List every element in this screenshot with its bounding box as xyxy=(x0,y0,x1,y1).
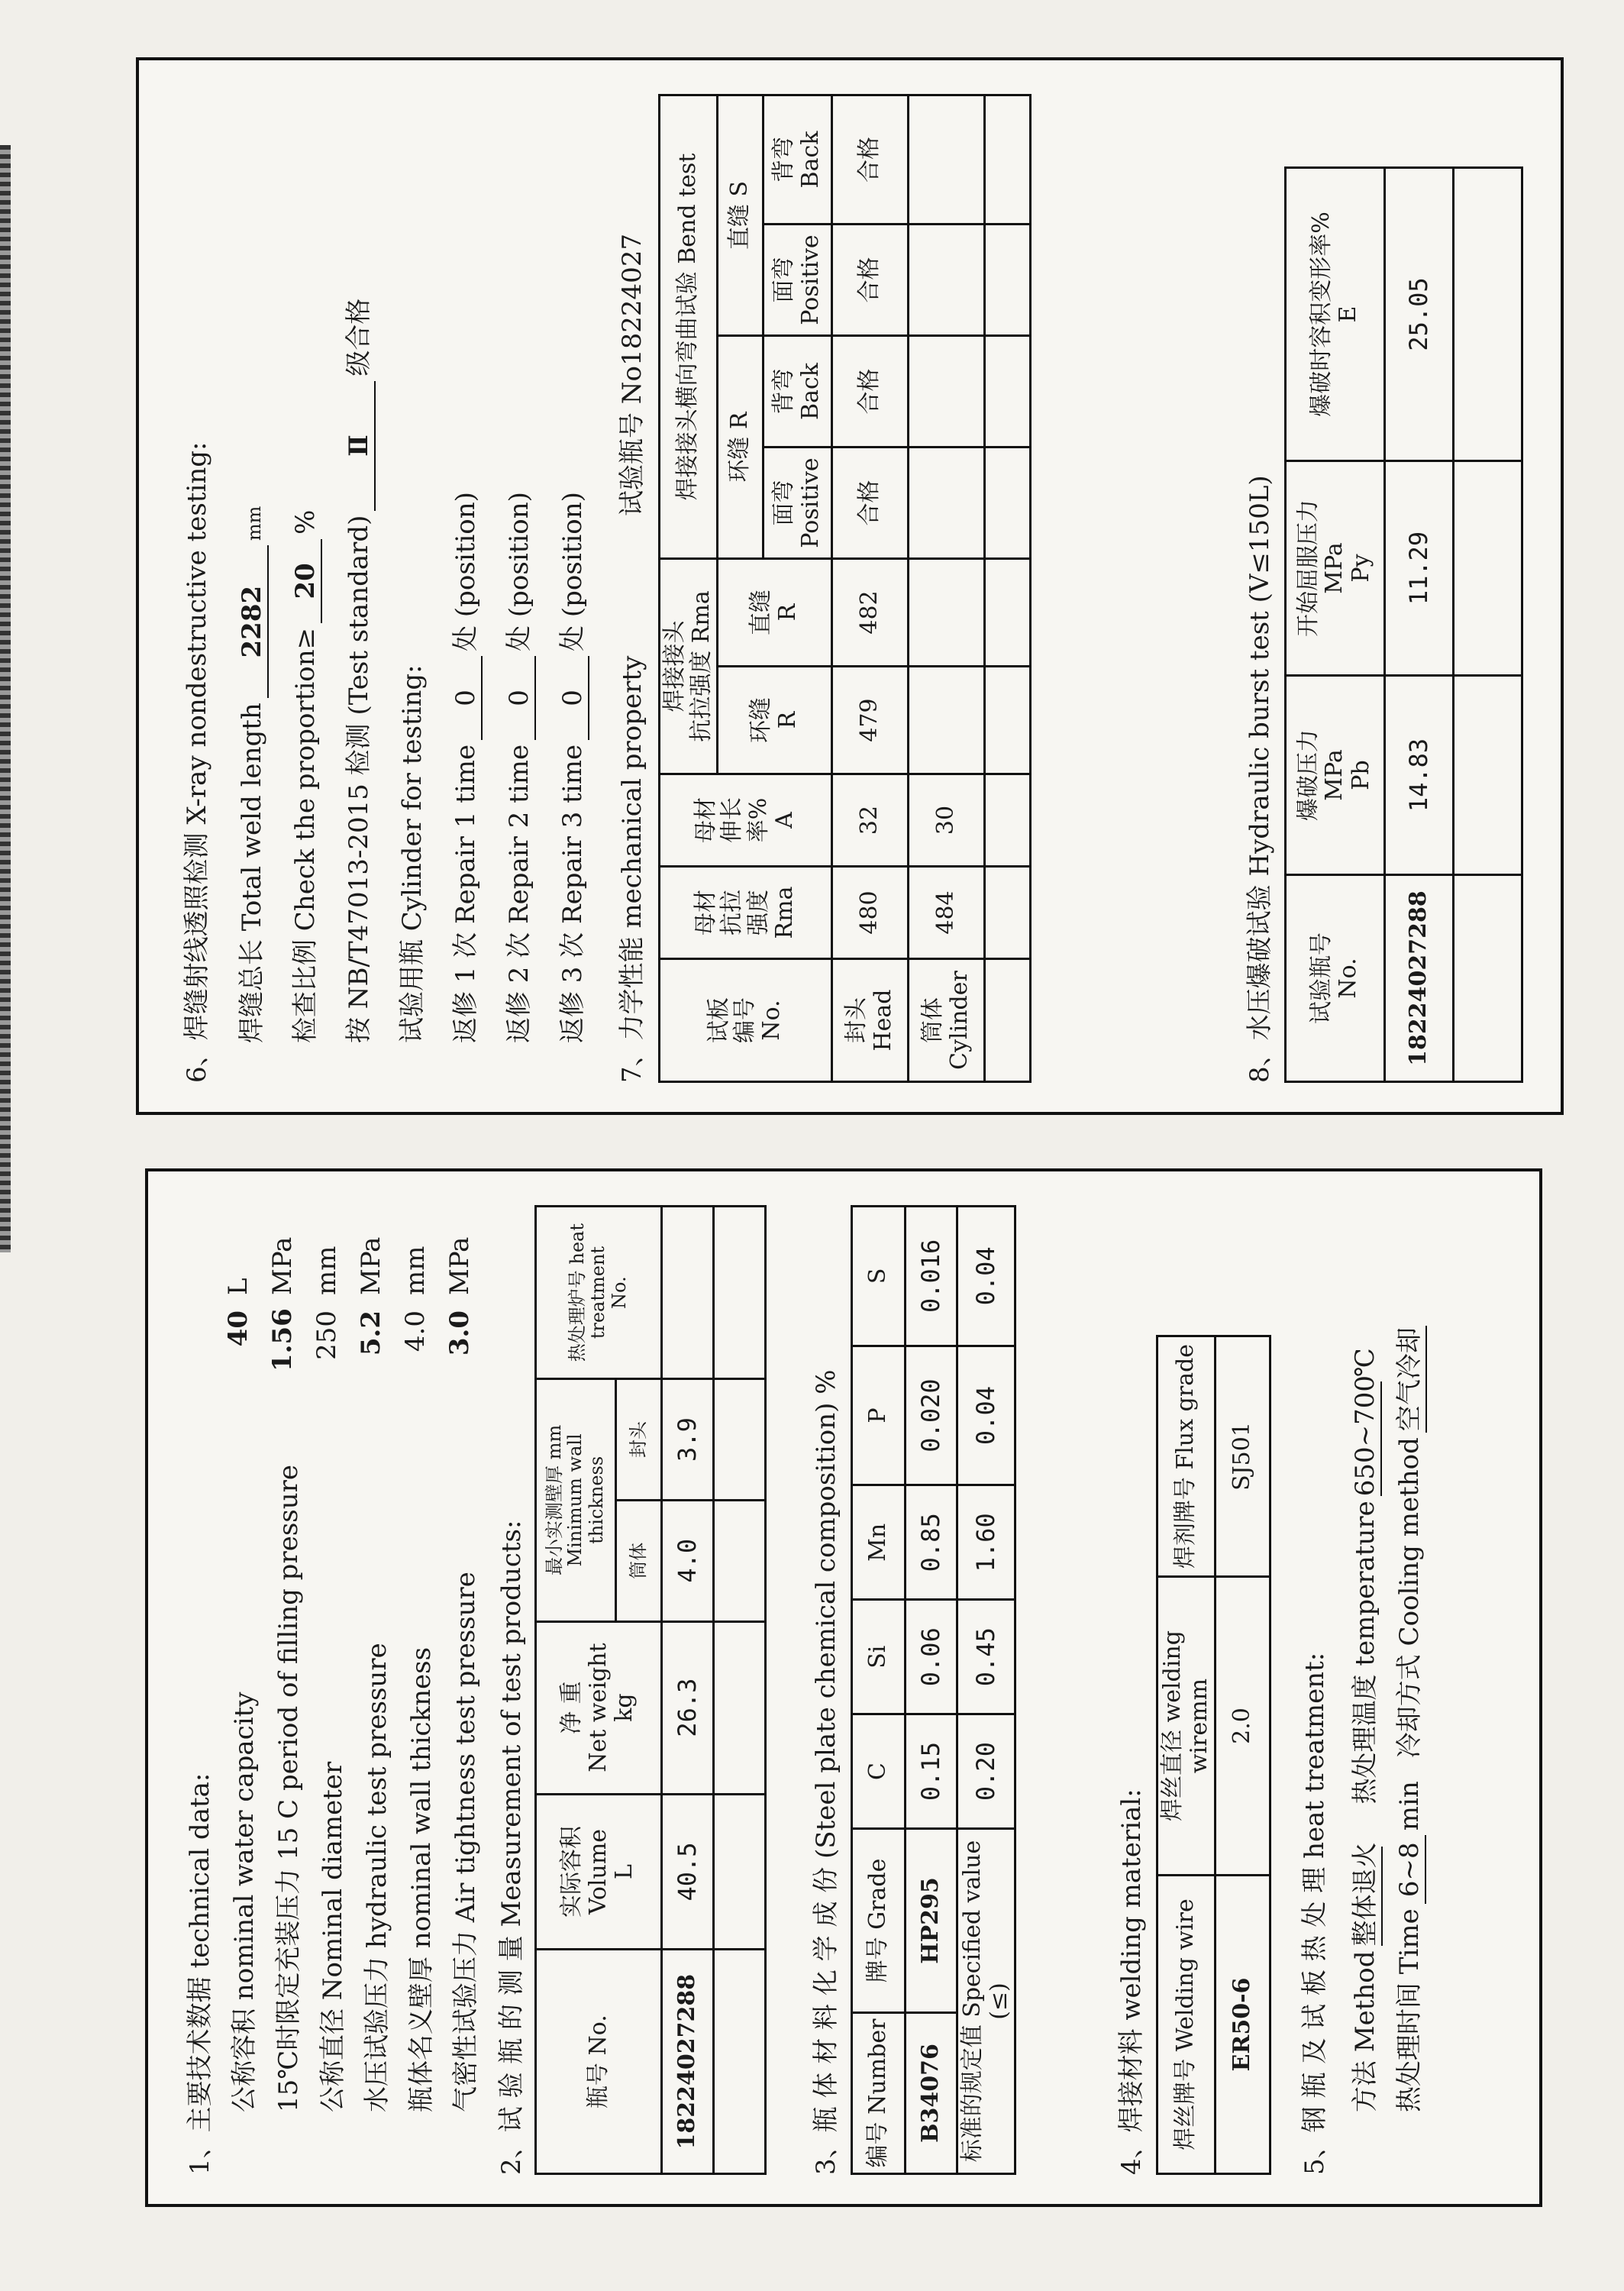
th-weld-straight-label: 直缝 xyxy=(747,590,774,635)
repair-unit: 处 (position) xyxy=(450,492,481,651)
th-weight-unit: kg xyxy=(611,1693,638,1722)
cell-mn-spec: 1.60 xyxy=(957,1485,1015,1600)
empty-cell xyxy=(985,336,1031,448)
cell-heat-no xyxy=(662,1207,714,1379)
proportion-row xyxy=(284,510,322,1043)
section-4-title: 4、焊接材料 welding material: xyxy=(1116,1789,1147,2175)
section-3-title: 3、瓶 体 材 料 化 学 成 份 (Steel plate chemical composition) % xyxy=(811,1369,841,2175)
cell-s: 0.016 xyxy=(906,1207,957,1346)
plate-name-cn: 筒体 xyxy=(919,997,946,1043)
th-volume-en: Volume xyxy=(584,1828,612,1915)
standard-label: 按 NB/T47013-2015 检测 (Test standard) xyxy=(344,515,374,1043)
method-value: 整体退火 xyxy=(1344,1847,1383,1946)
plate-name-en: Cylinder xyxy=(945,971,973,1070)
cell-burst-bottle-no: 18224027288 xyxy=(1385,875,1454,1082)
plate-name-en: Head xyxy=(869,989,896,1052)
spec-unit: MPa xyxy=(444,1236,475,1295)
cell-straight-back: 合格 xyxy=(832,95,909,225)
repair-row xyxy=(498,492,536,1043)
th-py-a: 开始屈服压力 xyxy=(1294,499,1322,637)
empty-cell xyxy=(985,667,1031,774)
cylinder-row: 试验用瓶 Cylinder for testing: xyxy=(397,664,428,1043)
spec-value: 5.2 xyxy=(356,1310,386,1356)
cell-flux-grade: SJ501 xyxy=(1216,1336,1270,1577)
th-py-c: Py xyxy=(1347,554,1374,583)
empty-cell xyxy=(714,1207,766,1379)
repair-row xyxy=(444,492,483,1043)
th-straight-face xyxy=(764,225,832,336)
cell-p: 0.020 xyxy=(906,1346,957,1485)
weld-length-row xyxy=(231,506,269,1043)
repair-unit: 处 (position) xyxy=(504,492,534,651)
th-elong-d: A xyxy=(771,812,798,829)
empty-cell xyxy=(985,559,1031,667)
th-rma-d: Rma xyxy=(771,886,798,939)
th-weld-straight-r: R xyxy=(773,603,801,622)
th-weld-ring xyxy=(718,667,832,774)
th-plate-no-a: 试板 xyxy=(705,997,732,1043)
empty-cell xyxy=(985,959,1031,1082)
standard-unit: 级合格 xyxy=(344,298,374,376)
cell-straight-face xyxy=(909,225,985,336)
test-bottle-number: 试验瓶号 No18224027 xyxy=(617,233,647,516)
th-burst-pressure xyxy=(1286,676,1385,875)
cell-weight: 26.3 xyxy=(662,1621,714,1794)
cell-ring-back xyxy=(909,336,985,448)
cell-wire-diameter: 2.0 xyxy=(1216,1577,1270,1876)
spec-label: 公称直径 Nominal diameter xyxy=(318,1761,348,2112)
th-pb-b: MPa xyxy=(1321,749,1348,801)
th-ring-face xyxy=(764,448,832,559)
th-heat-a: 热处理炉号 heat xyxy=(566,1223,588,1362)
section-7-title: 7、力学性能 mechanical property xyxy=(617,655,647,1083)
th-rma-b: 抗拉 xyxy=(718,890,745,935)
th-grade: 牌号 Grade xyxy=(852,1829,906,2013)
th-straight-back xyxy=(764,95,832,225)
standard-row xyxy=(337,299,376,1043)
th-weld-a: 焊接接头 xyxy=(661,620,688,713)
th-pb-a: 爆破压力 xyxy=(1294,729,1322,821)
cell-rma: 484 xyxy=(909,867,985,959)
section-2-title: 2、试 验 瓶 的 测 量 Measurement of test products: xyxy=(496,1520,527,2175)
empty-cell xyxy=(985,225,1031,336)
th-bend-test: 焊接接头横向弯曲试验 Bend test xyxy=(660,95,718,559)
method-label: 方法 Method xyxy=(1350,1950,1380,2112)
th-weld-ring-r: R xyxy=(773,711,801,729)
cell-si: 0.06 xyxy=(906,1600,957,1714)
section-6-title: 6、焊缝射线透照检测 X-ray nondestructive testing: xyxy=(182,441,212,1083)
heat-time-row xyxy=(1388,1321,1427,2112)
th-ring-back xyxy=(764,336,832,448)
spec-label: 瓶体名义壁厚 nominal wall thickness xyxy=(406,1646,437,2112)
proportion-value: 20 xyxy=(290,539,322,623)
cell-c-spec: 0.20 xyxy=(957,1714,1015,1829)
th-elong-a: 母材 xyxy=(692,797,719,843)
cell-volume: 40.5 xyxy=(662,1794,714,1950)
spec-value: 250 xyxy=(312,1310,342,1360)
th-ring-r: 环缝 R xyxy=(718,336,764,559)
th-min-thickness xyxy=(536,1379,616,1621)
proportion-unit: % xyxy=(290,509,321,535)
th-thickness-b: Minimum wall xyxy=(564,1433,586,1567)
th-volume-deformation xyxy=(1286,168,1385,461)
cell-elongation: 32 xyxy=(832,774,909,867)
th-volume-unit: L xyxy=(611,1864,638,1879)
th-plate-no-b: 编号 xyxy=(731,997,759,1043)
empty-cell xyxy=(985,95,1031,225)
th-head: 封头 xyxy=(616,1379,662,1501)
th-e-a: 爆破时容积变形率% xyxy=(1308,212,1335,417)
temp-unit: ℃ xyxy=(1350,1348,1380,1378)
cell-head-thickness: 3.9 xyxy=(662,1379,714,1501)
spec-label: 气密性试验压力 Air tightness test pressure xyxy=(450,1572,481,2112)
th-straight-s: 直缝 S xyxy=(718,95,764,336)
spec-label: 水压试验压力 hydraulic test pressure xyxy=(362,1643,392,2112)
heat-method-row xyxy=(1344,1348,1383,2112)
th-heat-c: No. xyxy=(608,1276,630,1309)
spec-unit: mm xyxy=(400,1246,431,1295)
time-label: 热处理时间 Time xyxy=(1394,1908,1425,2112)
th-burst-no-b: No. xyxy=(1334,958,1361,999)
cell-welding-wire: ER50-6 xyxy=(1216,1876,1270,2174)
cell-rma: 480 xyxy=(832,867,909,959)
spec-value: 1.56 xyxy=(267,1308,298,1372)
cell-body-thickness: 4.0 xyxy=(662,1500,714,1621)
time-value: 6~8 xyxy=(1394,1835,1426,1904)
cell-volume-deformation: 25.05 xyxy=(1385,168,1454,461)
th-elong-b: 伸长 xyxy=(718,797,745,843)
temp-value: 650~700 xyxy=(1350,1375,1380,1497)
empty-cell xyxy=(714,1379,766,1501)
th-back-cn: 背弯 xyxy=(770,368,797,415)
th-heat-treatment xyxy=(536,1207,662,1379)
th-bottle-no: 瓶号 No. xyxy=(536,1950,662,2174)
th-weld-straight xyxy=(718,559,832,667)
spec-unit: mm xyxy=(312,1246,342,1295)
th-heat-b: treatment xyxy=(587,1246,609,1339)
cell-specified-label: 标准的规定值 Specified value (≤) xyxy=(957,1829,1015,2174)
cell-ring-r: 479 xyxy=(832,667,909,774)
th-face-en: Positive xyxy=(796,234,824,325)
cell-plate-cylinder xyxy=(909,959,985,1082)
empty-cell xyxy=(1454,461,1522,676)
mechanical-table xyxy=(658,94,1032,1083)
right-panel xyxy=(136,57,1564,1115)
empty-cell xyxy=(714,1500,766,1621)
th-py-b: MPa xyxy=(1321,542,1348,594)
th-weight-en: Net weight xyxy=(584,1643,612,1772)
th-e-b: E xyxy=(1334,305,1361,323)
cell-burst-pressure: 14.83 xyxy=(1385,676,1454,875)
th-p: P xyxy=(852,1346,906,1485)
empty-cell xyxy=(985,448,1031,559)
repair-unit: 处 (position) xyxy=(557,492,588,651)
th-plate-no xyxy=(660,959,832,1082)
section-8-title: 8、水压爆破试验 Hydraulic burst test (V≤150L) xyxy=(1245,475,1275,1083)
th-elong-c: 率% xyxy=(744,797,772,843)
cell-plate-head xyxy=(832,959,909,1082)
cell-ring-face xyxy=(909,448,985,559)
th-wire-diameter: 焊丝直径 welding wiremm xyxy=(1157,1577,1216,1876)
left-panel xyxy=(145,1168,1542,2207)
chemical-table xyxy=(851,1205,1016,2175)
th-s: S xyxy=(852,1207,906,1346)
spec-value: 4.0 xyxy=(400,1310,431,1352)
th-rma-a: 母材 xyxy=(692,890,719,935)
spec-value: 3.0 xyxy=(444,1310,475,1356)
time-unit: min xyxy=(1394,1781,1425,1831)
burst-test-table xyxy=(1284,166,1523,1083)
th-si: Si xyxy=(852,1600,906,1714)
cell-number: B34076 xyxy=(906,2013,957,2174)
standard-grade: Ⅱ xyxy=(344,381,376,511)
temp-label: 热处理温度 temperature xyxy=(1350,1501,1380,1805)
empty-cell xyxy=(714,1621,766,1794)
th-weld-b: 抗拉强度 Rma xyxy=(687,590,715,742)
cell-ring-back: 合格 xyxy=(832,336,909,448)
th-rma-c: 强度 xyxy=(744,890,772,935)
empty-cell xyxy=(714,1950,766,2174)
cell-elongation: 30 xyxy=(909,774,985,867)
spec-unit: MPa xyxy=(356,1236,386,1295)
th-elongation xyxy=(660,774,832,867)
repair-value: 0 xyxy=(504,656,536,740)
spec-unit: L xyxy=(223,1278,253,1295)
empty-cell xyxy=(985,867,1031,959)
weld-length-value: 2282 xyxy=(237,545,269,698)
th-thickness-a: 最小实测壁厚 mm xyxy=(543,1424,565,1575)
empty-cell xyxy=(1454,168,1522,461)
repair-label: 返修 1 次 Repair 1 time xyxy=(450,744,481,1043)
th-base-rma xyxy=(660,867,832,959)
th-pb-c: Pb xyxy=(1347,760,1374,790)
th-volume xyxy=(536,1794,662,1950)
cell-grade: HP295 xyxy=(906,1829,957,2013)
cool-label: 冷却方式 Cooling method xyxy=(1394,1437,1425,1759)
cell-mn: 0.85 xyxy=(906,1485,957,1600)
measurement-table xyxy=(534,1205,767,2175)
th-body: 筒体 xyxy=(616,1500,662,1621)
cell-straight-r: 482 xyxy=(832,559,909,667)
empty-cell xyxy=(985,774,1031,867)
th-back-en: Back xyxy=(796,363,824,420)
section-5-title: 5、钢 瓶 及 试 板 热 处 理 heat treatment: xyxy=(1300,1652,1330,2175)
cell-ring-r xyxy=(909,667,985,774)
empty-cell xyxy=(1454,875,1522,1082)
cell-s-spec: 0.04 xyxy=(957,1207,1015,1346)
cell-straight-r xyxy=(909,559,985,667)
th-face-cn: 面弯 xyxy=(770,480,797,526)
cell-bottle-no: 18224027288 xyxy=(662,1950,714,2174)
spec-value: 40 xyxy=(223,1310,253,1347)
repair-label: 返修 2 次 Repair 2 time xyxy=(504,744,534,1043)
th-back-cn: 背弯 xyxy=(770,137,797,183)
th-c: C xyxy=(852,1714,906,1829)
empty-cell xyxy=(714,1794,766,1950)
th-flux-grade: 焊剂牌号 Flux grade xyxy=(1157,1336,1216,1577)
spec-label: 15℃时限定充装压力 15 C period of filling pressure xyxy=(273,1465,304,2112)
th-net-weight xyxy=(536,1621,662,1794)
spec-unit: MPa xyxy=(267,1236,298,1295)
plate-name-cn: 封头 xyxy=(843,997,870,1043)
repair-label: 返修 3 次 Repair 3 time xyxy=(557,744,588,1043)
cell-yield-pressure: 11.29 xyxy=(1385,461,1454,676)
spec-label: 公称容积 nominal water capacity xyxy=(229,1692,260,2112)
welding-material-table xyxy=(1156,1335,1271,2175)
th-number: 编号 Number xyxy=(852,2013,906,2174)
cell-ring-face: 合格 xyxy=(832,448,909,559)
th-burst-no-a: 试验瓶号 xyxy=(1308,932,1335,1024)
section-1-title: 1、主要技术数据 technical data: xyxy=(185,1772,215,2175)
th-face-cn: 面弯 xyxy=(770,257,797,303)
th-yield-pressure xyxy=(1286,461,1385,676)
th-mn: Mn xyxy=(852,1485,906,1600)
th-weight-cn: 净 重 xyxy=(558,1681,586,1734)
th-thickness-c: thickness xyxy=(585,1456,607,1544)
th-volume-cn: 实际容积 xyxy=(558,1826,586,1918)
cell-si-spec: 0.45 xyxy=(957,1600,1015,1714)
th-face-en: Positive xyxy=(796,457,824,548)
th-welding-wire: 焊丝牌号 Welding wire xyxy=(1157,1876,1216,2174)
th-back-en: Back xyxy=(796,131,824,189)
repair-value: 0 xyxy=(557,656,589,740)
cell-c: 0.15 xyxy=(906,1714,957,1829)
th-weld-tensile xyxy=(660,559,718,774)
weld-length-unit: mm xyxy=(244,506,265,541)
cell-straight-face: 合格 xyxy=(832,225,909,336)
cool-value: 空气冷却 xyxy=(1388,1326,1427,1433)
proportion-label: 检查比例 Check the proportion≥ xyxy=(290,627,321,1043)
repair-value: 0 xyxy=(450,656,483,740)
th-plate-no-c: No. xyxy=(757,1000,785,1041)
th-weld-ring-label: 环缝 xyxy=(747,697,774,743)
th-test-bottle-no xyxy=(1286,875,1385,1082)
empty-cell xyxy=(1454,676,1522,875)
weld-length-label: 焊缝总长 Total weld length xyxy=(237,703,267,1043)
cell-straight-back xyxy=(909,95,985,225)
cell-p-spec: 0.04 xyxy=(957,1346,1015,1485)
repair-row xyxy=(551,492,589,1043)
